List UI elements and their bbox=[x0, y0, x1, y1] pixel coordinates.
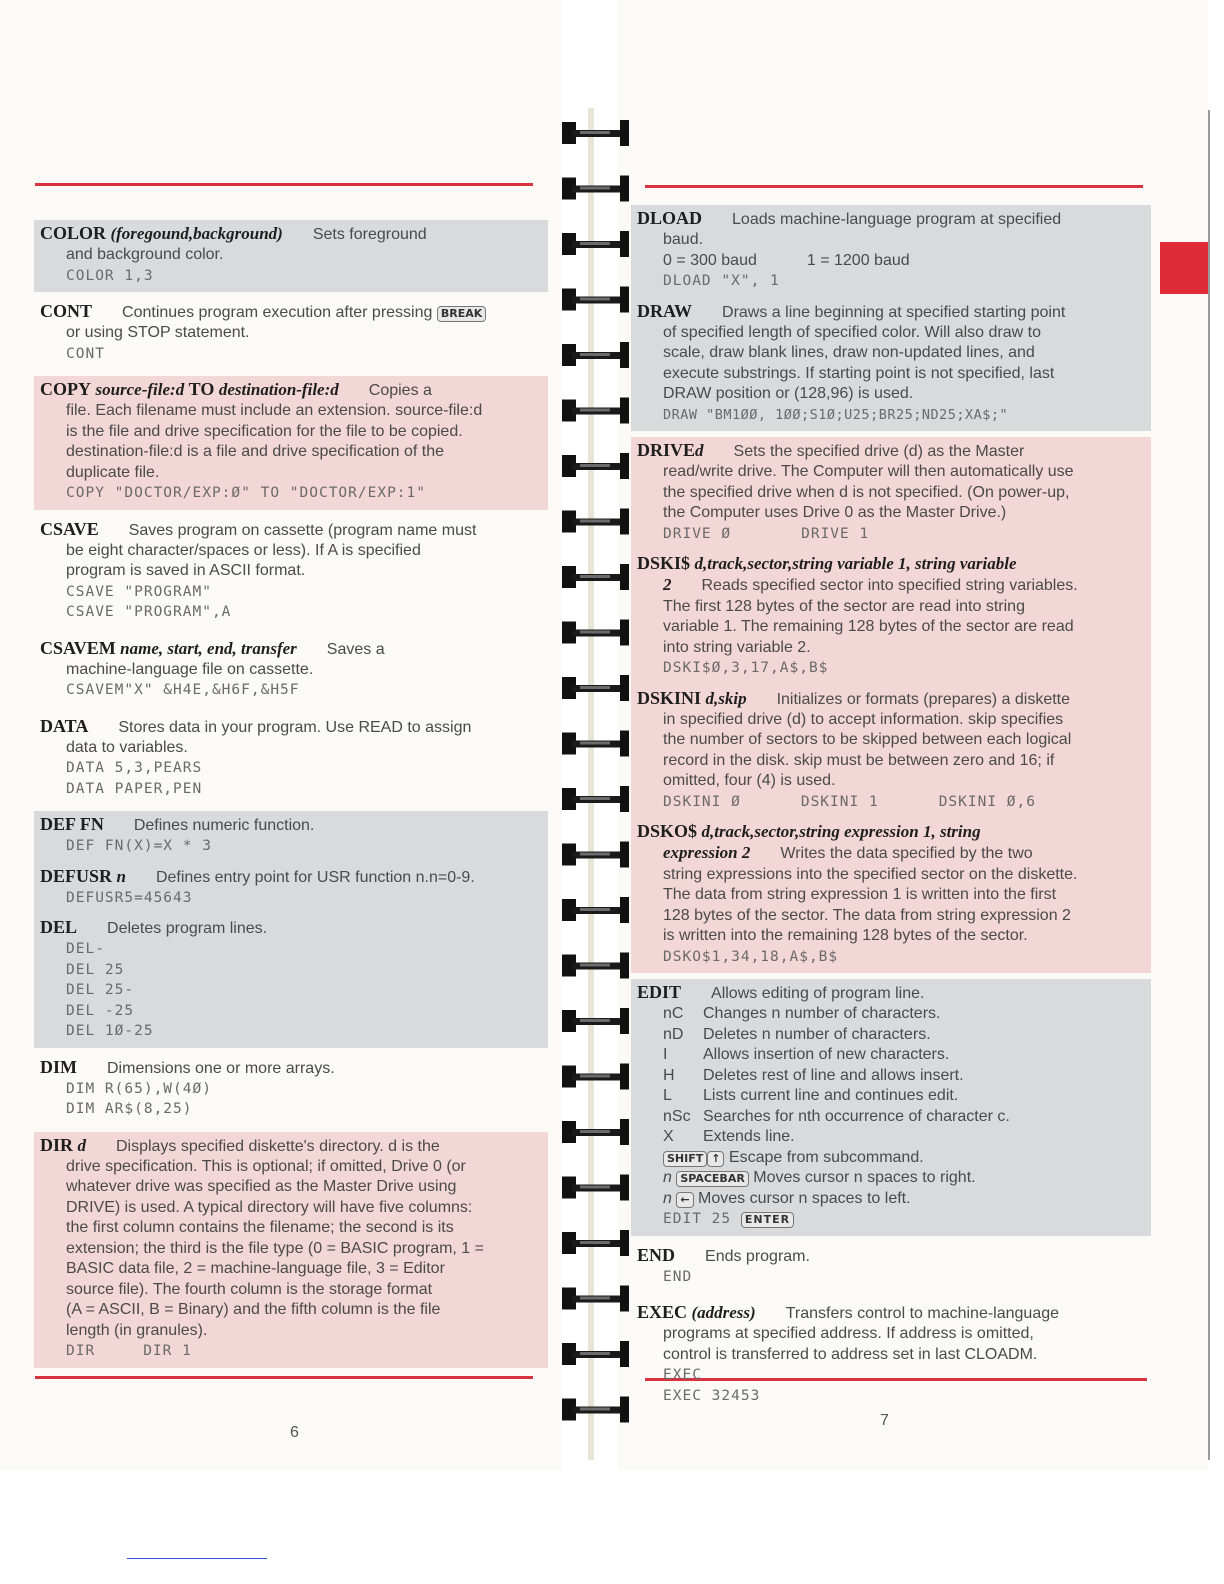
keyword: EDIT bbox=[637, 982, 682, 1002]
binding-ring-icon bbox=[562, 620, 629, 646]
keyword: EXEC bbox=[637, 1302, 688, 1322]
entry-color bbox=[34, 220, 548, 292]
binding-ring-icon bbox=[562, 287, 629, 313]
code-dir: DIR bbox=[66, 1343, 96, 1359]
description-line: and background color. bbox=[66, 246, 224, 263]
arguments: (foregound,background) bbox=[110, 224, 283, 243]
edit-subcommand bbox=[637, 1025, 1145, 1046]
keyword: DRAW bbox=[637, 300, 693, 321]
keyword: DLOAD bbox=[637, 208, 703, 228]
code-example: END bbox=[663, 1268, 693, 1285]
description-line: or using STOP statement. bbox=[66, 324, 250, 341]
description-line: is written into the remaining 128 bytes of the sector. bbox=[663, 927, 1028, 944]
code-example: CONT bbox=[66, 345, 105, 362]
subcommand-key: nSc bbox=[663, 1107, 691, 1125]
arguments: d,skip bbox=[705, 688, 747, 708]
description: Saves a bbox=[326, 640, 385, 658]
entry-data bbox=[34, 713, 548, 806]
description-line bbox=[637, 843, 1145, 865]
description-line: file. Each filename must include an extension. source-file:d bbox=[66, 402, 483, 419]
enter-key-icon: ENTER bbox=[741, 1212, 794, 1228]
n-label: n bbox=[663, 1189, 672, 1207]
top-rule-left bbox=[35, 183, 533, 186]
code-example: CSAVEM"X" &H4E,&H6F,&H5F bbox=[66, 682, 300, 698]
description: Ends program. bbox=[705, 1247, 810, 1265]
description: Displays specified diskette's directory. d is the bbox=[115, 1137, 440, 1155]
underline-mark bbox=[127, 1558, 267, 1559]
description-line: source file). The fourth column is the storage format bbox=[66, 1280, 433, 1298]
arguments: d,track,sector,string expression 1, string bbox=[701, 822, 981, 841]
description-line: execute substrings. If starting point is not specified, last bbox=[663, 364, 1055, 382]
entry-end bbox=[631, 1242, 1151, 1294]
description-line: scale, draw blank lines, draw non-updated lines, and bbox=[663, 344, 1035, 361]
keyword: DEL bbox=[40, 917, 78, 937]
description-line: control is transferred to address set in last CLOADM. bbox=[663, 1345, 1038, 1363]
code-example bbox=[637, 524, 1145, 545]
binding-ring-icon bbox=[562, 1008, 629, 1034]
binding-ring-icon bbox=[562, 120, 629, 146]
keyword: CSAVE bbox=[40, 518, 99, 539]
code-dir-1: DIR 1 bbox=[143, 1343, 192, 1359]
arguments: n bbox=[116, 866, 126, 886]
binding-ring-icon bbox=[562, 1286, 629, 1312]
baud-1: 1 = 1200 baud bbox=[806, 251, 910, 269]
code-example: DEFUSR5=45643 bbox=[66, 889, 193, 906]
arguments-cont: 2 bbox=[663, 575, 672, 594]
entry-dim bbox=[34, 1054, 548, 1126]
code-example: DEL- bbox=[66, 941, 105, 957]
description: Sets the specified drive (d) as the Master bbox=[733, 443, 1025, 460]
edit-subcommand bbox=[637, 1086, 1145, 1107]
description: Transfers control to machine-language bbox=[785, 1305, 1060, 1322]
binding-ring-icon bbox=[562, 675, 629, 701]
description: Sets foreground bbox=[312, 226, 427, 243]
description-line: program is saved in ASCII format. bbox=[66, 562, 306, 579]
arguments-cont: expression 2 bbox=[663, 843, 751, 862]
code-edit: EDIT 25 bbox=[663, 1211, 732, 1227]
description-line: read/write drive. The Computer will then automatically use bbox=[663, 463, 1074, 480]
description: Initializes or formats (prepares) a diskette bbox=[776, 690, 1071, 708]
arguments: d bbox=[695, 441, 704, 460]
code-example: DRAW "BM1ØØ, 1ØØ;S1Ø;U25;BR25;ND25;XA$;" bbox=[663, 406, 1009, 423]
binding-ring-icon bbox=[562, 1175, 629, 1201]
description-line: destination-file:d is a file and drive specification of the bbox=[66, 443, 444, 460]
entry-draw bbox=[631, 298, 1151, 432]
entry-del bbox=[34, 914, 548, 1048]
code-example: DSKI$Ø,3,17,A$,B$ bbox=[663, 660, 829, 676]
entry-exec bbox=[631, 1299, 1151, 1412]
left-column bbox=[34, 220, 548, 1374]
entry-copy bbox=[34, 376, 548, 510]
description-line: machine-language file on cassette. bbox=[66, 660, 314, 678]
left-arrow-key-icon: ← bbox=[676, 1192, 693, 1208]
code-example: DLOAD "X", 1 bbox=[663, 273, 780, 289]
code-dskini-2: DSKINI Ø,6 bbox=[938, 793, 1036, 810]
code-example bbox=[637, 1209, 1145, 1230]
code-example: CSAVE "PROGRAM" bbox=[66, 583, 212, 600]
binding-ring-icon bbox=[562, 1341, 629, 1367]
binding-ring-icon bbox=[562, 953, 629, 979]
description-line bbox=[637, 575, 1145, 597]
edit-subcommand bbox=[637, 1066, 1145, 1087]
description: Loads machine-language program at specified bbox=[732, 211, 1062, 228]
code-example: DATA 5,3,PEARS bbox=[66, 760, 203, 776]
edit-subcommand bbox=[637, 1127, 1145, 1148]
page-edge bbox=[1208, 110, 1210, 1460]
spacebar-key-icon: SPACEBAR bbox=[676, 1171, 748, 1187]
binding-ring-icon bbox=[562, 1397, 629, 1423]
description: Dimensions one or more arrays. bbox=[107, 1059, 335, 1077]
n-label: n bbox=[663, 1169, 672, 1186]
subcommand-key: nD bbox=[663, 1025, 684, 1043]
binding-ring-icon bbox=[562, 1064, 629, 1090]
entry-defusr bbox=[34, 863, 548, 915]
subcommand-desc: Extends line. bbox=[703, 1128, 795, 1145]
code-example: DSKO$1,34,18,A$,B$ bbox=[663, 948, 839, 965]
description-line: data to variables. bbox=[66, 738, 188, 756]
code-example: DEF FN(X)=X * 3 bbox=[66, 838, 212, 854]
binding-ring-icon bbox=[562, 1230, 629, 1256]
edit-subcommand bbox=[637, 1045, 1145, 1066]
description-line: be eight character/spaces or less). If A is specified bbox=[66, 541, 421, 559]
binding-ring-icon bbox=[562, 342, 629, 368]
baud-rates bbox=[637, 251, 1145, 272]
description: Saves program on cassette (program name must bbox=[128, 521, 477, 539]
edit-subcommand bbox=[637, 1004, 1145, 1025]
description-line: the first column contains the filename; the second is its bbox=[66, 1219, 454, 1236]
subcommand-desc: Deletes rest of line and allows insert. bbox=[703, 1066, 964, 1084]
subcommand-key: H bbox=[663, 1066, 675, 1084]
entry-dload bbox=[631, 205, 1151, 298]
keyword: DEFUSR bbox=[40, 865, 113, 886]
description-line: extension; the third is the file type (0 = BASIC program, 1 = bbox=[66, 1239, 484, 1257]
subcommand-desc: Moves cursor n spaces to left. bbox=[698, 1189, 911, 1207]
code-example: EXEC bbox=[663, 1367, 702, 1383]
description: Copies a bbox=[368, 382, 432, 399]
arguments: d bbox=[77, 1135, 86, 1155]
binding-ring-icon bbox=[562, 509, 629, 535]
keyword-to: TO bbox=[188, 379, 215, 399]
arguments: (address) bbox=[691, 1303, 756, 1322]
description-line: whatever drive was specified as the Master Drive using bbox=[66, 1178, 457, 1195]
keyword: CONT bbox=[40, 301, 93, 321]
code-example: DEL -25 bbox=[66, 1002, 135, 1019]
entry-edit bbox=[631, 979, 1151, 1236]
entry-dsko bbox=[631, 818, 1151, 973]
code-example: COPY "DOCTOR/EXP:Ø" TO "DOCTOR/EXP:1" bbox=[66, 485, 427, 501]
subcommand-key: nC bbox=[663, 1005, 684, 1022]
binding-ring-icon bbox=[562, 786, 629, 812]
code-drive-1: DRIVE 1 bbox=[801, 525, 870, 542]
edit-subcommand-space bbox=[637, 1168, 1145, 1189]
arguments: d,track,sector,string variable 1, string variable bbox=[694, 554, 1017, 573]
edit-subcommand-shift bbox=[637, 1148, 1145, 1169]
arguments: name, start, end, transfer bbox=[120, 638, 297, 658]
description-line: The first 128 bytes of the sector are read into string bbox=[663, 597, 1025, 615]
description-line: is the file and drive specification for the file to be copied. bbox=[66, 422, 463, 440]
binding-ring-icon bbox=[562, 897, 629, 923]
arguments-2: destination-file:d bbox=[218, 380, 339, 399]
entry-dir bbox=[34, 1132, 548, 1368]
binding-ring-icon bbox=[562, 176, 629, 202]
keyword: DSKO$ bbox=[637, 821, 698, 841]
binding-ring-icon bbox=[562, 1119, 629, 1145]
entry-def-fn bbox=[34, 811, 548, 863]
keyword: DIM bbox=[40, 1056, 77, 1077]
right-column bbox=[631, 205, 1151, 1418]
binding-ring-icon bbox=[562, 398, 629, 424]
code-example bbox=[40, 1341, 542, 1362]
subcommand-desc: Lists current line and continues edit. bbox=[703, 1087, 959, 1104]
entry-dskini bbox=[631, 685, 1151, 819]
description: Stores data in your program. Use READ to assign bbox=[118, 718, 472, 736]
description-line: duplicate file. bbox=[66, 463, 160, 481]
page-number-right: 7 bbox=[880, 1412, 889, 1429]
keyword: DEF FN bbox=[40, 814, 104, 834]
arguments: source-file:d bbox=[95, 380, 185, 399]
keyword: DRIVE bbox=[637, 440, 696, 460]
entry-drive bbox=[631, 437, 1151, 550]
description-line: string expressions into the specified sector on the diskette. bbox=[663, 865, 1078, 883]
code-example: DIM R(65),W(4Ø) bbox=[66, 1080, 212, 1097]
subcommand-desc: Changes n number of characters. bbox=[703, 1005, 941, 1022]
description: Continues program execution after pressing bbox=[122, 304, 433, 321]
description: Reads specified sector into specified string variables. bbox=[701, 577, 1078, 594]
description: Defines numeric function. bbox=[133, 817, 315, 834]
binding-ring-icon bbox=[562, 231, 629, 257]
code-example: EXEC 32453 bbox=[663, 1387, 761, 1404]
code-example: DEL 25- bbox=[66, 982, 135, 998]
binding-ring-icon bbox=[562, 564, 629, 590]
break-key-icon: BREAK bbox=[437, 306, 486, 322]
keyword: DATA bbox=[40, 715, 89, 736]
keyword: DSKI$ bbox=[637, 553, 691, 573]
code-example: DEL 1Ø-25 bbox=[66, 1023, 154, 1039]
baud-0: 0 = 300 baud bbox=[663, 251, 757, 269]
subcommand-desc: Deletes n number of characters. bbox=[703, 1025, 931, 1043]
keyword: COPY bbox=[40, 379, 91, 399]
description-line: of specified length of specified color. Will also draw to bbox=[663, 323, 1041, 341]
code-example: COLOR 1,3 bbox=[66, 267, 154, 284]
description: Allows editing of program line. bbox=[711, 985, 925, 1002]
description-line: the number of sectors to be skipped between each logical bbox=[663, 731, 1072, 748]
description-line: DRIVE) is used. A typical directory will have five columns: bbox=[66, 1198, 473, 1216]
up-arrow-key-icon: ↑ bbox=[707, 1151, 724, 1167]
entry-csavem bbox=[34, 635, 548, 707]
code-example: DEL 25 bbox=[66, 961, 125, 978]
keyword: END bbox=[637, 1244, 676, 1265]
shift-key-icon: SHIFT bbox=[663, 1151, 707, 1167]
subcommand-desc: Searches for nth occurrence of character c. bbox=[703, 1107, 1010, 1125]
description-line: in specified drive (d) to accept information. skip specifies bbox=[663, 710, 1064, 728]
description-line: omitted, four (4) is used. bbox=[663, 772, 836, 789]
description: Deletes program lines. bbox=[107, 920, 268, 937]
description-line: variable 1. The remaining 128 bytes of the sector are read bbox=[663, 618, 1074, 635]
edit-subcommand bbox=[637, 1107, 1145, 1128]
page-edge-tab bbox=[1160, 242, 1210, 294]
entry-csave bbox=[34, 516, 548, 629]
description-line: length (in granules). bbox=[66, 1321, 208, 1339]
code-example bbox=[637, 792, 1145, 813]
subcommand-key: I bbox=[663, 1046, 668, 1063]
description: Defines entry point for USR function n.n=0-9. bbox=[155, 868, 475, 886]
keyword: DSKINI bbox=[637, 687, 702, 708]
description: Draws a line beginning at specified starting point bbox=[722, 303, 1066, 321]
subcommand-desc: Moves cursor n spaces to right. bbox=[753, 1169, 976, 1186]
top-rule-right bbox=[645, 185, 1143, 188]
description-line: the specified drive when d is not specified. (On power-up, bbox=[663, 483, 1070, 501]
binding-ring-icon bbox=[562, 453, 629, 479]
edit-subcommand-left bbox=[637, 1189, 1145, 1210]
entry-cont bbox=[34, 298, 548, 370]
description-line: baud. bbox=[663, 231, 704, 248]
bottom-rule-left bbox=[35, 1376, 533, 1379]
description-line: the Computer uses Drive 0 as the Master Drive.) bbox=[663, 504, 1007, 521]
code-example: CSAVE "PROGRAM",A bbox=[66, 604, 232, 620]
code-dskini-1: DSKINI 1 bbox=[800, 793, 879, 810]
code-drive-0: DRIVE Ø bbox=[663, 525, 732, 542]
description-line: 128 bytes of the sector. The data from string expression 2 bbox=[663, 906, 1071, 924]
subcommand-desc: Escape from subcommand. bbox=[728, 1148, 924, 1166]
keyword: COLOR bbox=[40, 223, 107, 243]
spiral-binding bbox=[558, 108, 638, 1460]
subcommand-key: L bbox=[663, 1087, 672, 1104]
binding-ring-icon bbox=[562, 842, 629, 868]
keyword: DIR bbox=[40, 1134, 74, 1155]
subcommand-desc: Allows insertion of new characters. bbox=[703, 1046, 950, 1063]
description-line: (A = ASCII, B = Binary) and the fifth column is the file bbox=[66, 1301, 441, 1318]
code-example: DIM AR$(8,25) bbox=[66, 1101, 193, 1117]
description-line: drive specification. This is optional; if omitted, Drive 0 (or bbox=[66, 1157, 466, 1175]
description-line: The data from string expression 1 is written into the first bbox=[663, 886, 1057, 903]
description: Writes the data specified by the two bbox=[780, 845, 1033, 862]
keyword: CSAVEM bbox=[40, 637, 116, 658]
subcommand-key: X bbox=[663, 1128, 674, 1145]
description-line: programs at specified address. If address is omitted, bbox=[663, 1325, 1034, 1342]
description-line: into string variable 2. bbox=[663, 638, 811, 656]
description-line: record in the disk. skip must be between zero and 16; if bbox=[663, 751, 1055, 769]
description-line: DRAW position or (128,96) is used. bbox=[663, 385, 914, 402]
code-example: DATA PAPER,PEN bbox=[66, 780, 203, 797]
description-line: BASIC data file, 2 = machine-language file, 3 = Editor bbox=[66, 1260, 445, 1277]
entry-dski bbox=[631, 550, 1151, 685]
page-number-left: 6 bbox=[290, 1424, 299, 1441]
code-dskini-0: DSKINI Ø bbox=[663, 793, 741, 810]
binding-ring-icon bbox=[562, 731, 629, 757]
